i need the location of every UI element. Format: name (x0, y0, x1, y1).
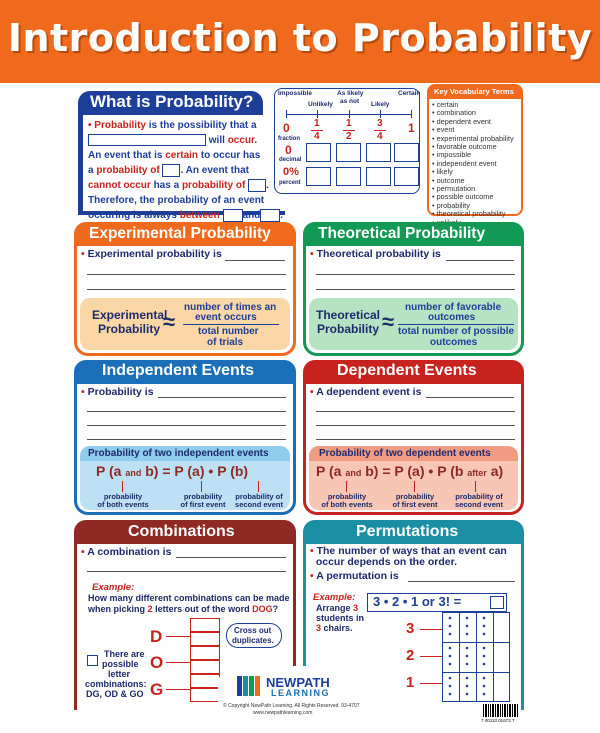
frac-1-den: 4 (314, 131, 320, 142)
vocab-term: • experimental probability (432, 133, 514, 143)
vocab-term: • impossible (432, 150, 472, 160)
dep-label-2: probability of first event (392, 492, 438, 509)
dep-f5: = P (382, 463, 404, 479)
footer-url: www.newpathlearning.com (253, 710, 313, 716)
what-t2: is the possibility that a (145, 120, 257, 131)
blank-between-1[interactable] (223, 209, 243, 222)
comb-q1: How many different combinations can be made (88, 593, 290, 603)
percent-value: 0% (283, 166, 299, 178)
blank-between-2[interactable] (260, 209, 280, 222)
perm-row-1: 1 (406, 674, 415, 691)
what-heading-text: What is Probability? (90, 92, 254, 111)
theo-line-0[interactable] (446, 260, 514, 261)
dep-f6: (a) (407, 463, 425, 479)
what-t16: between (179, 210, 220, 221)
perm-bullet-2: • A permutation is (310, 570, 399, 582)
dep-line-1[interactable] (316, 411, 515, 412)
frac-1-num: 1 (314, 118, 320, 129)
comb-q2a: when picking (88, 604, 146, 614)
term-probability: Probability (94, 120, 146, 131)
ind-f8: P (217, 463, 227, 479)
dep-f1: P (316, 463, 326, 479)
what-t17: and (242, 210, 261, 221)
dep-arrow-1 (346, 481, 347, 492)
exp-bar (183, 324, 279, 325)
exp-approx: ≈ (163, 309, 176, 334)
dependent-subhead: Probability of two dependent events (319, 448, 491, 459)
what-t12: has a (153, 180, 180, 191)
comb-a4: combinations: (85, 679, 147, 689)
dep-f3: and (345, 468, 362, 478)
frac-2-den: 2 (346, 131, 352, 142)
theo-line-2[interactable] (316, 289, 515, 290)
independent-formula-text (96, 463, 248, 479)
decimal-box-3[interactable] (366, 143, 391, 162)
perm-b1a: The number of ways that an event can (316, 545, 507, 557)
vocab-term: • dependent event (432, 116, 491, 126)
ind-line-1[interactable] (87, 411, 286, 412)
comb-a1: There are (104, 649, 145, 659)
decimal-label: decimal (279, 157, 302, 163)
perm-connector-2 (420, 656, 442, 657)
combinations-bullet: • A combination is (81, 546, 172, 558)
percent-box-4[interactable] (394, 167, 419, 186)
tick-4 (411, 110, 412, 118)
ind-f2: (a (108, 463, 122, 479)
grid-dots (442, 612, 510, 702)
perm-connector-1 (420, 683, 442, 684)
theo-approx: ≈ (382, 309, 395, 334)
perm-example: Example: (313, 592, 356, 603)
dep-label-1: probability of both events (321, 492, 373, 509)
permutations-heading: Permutations (356, 523, 459, 540)
ind-label-1: probability of both events (97, 492, 149, 509)
frac-4: 1 (408, 121, 415, 135)
ind-line-2[interactable] (87, 425, 286, 426)
ind-arrow-3 (258, 481, 259, 492)
comb-box-g1[interactable] (190, 674, 220, 688)
perm-e3: students in (316, 613, 365, 623)
percent-box-3[interactable] (366, 167, 391, 186)
d-connector (166, 636, 190, 637)
decimal-box-4[interactable] (394, 143, 419, 162)
perm-connector-3 (420, 629, 442, 630)
copyright: © Copyright NewPath Learning. All Rights Reserved. 93-4707 (223, 703, 360, 709)
blank-event[interactable] (88, 134, 206, 146)
percent-label: percent (279, 180, 301, 186)
vocab-term: • combination (432, 108, 476, 118)
perm-example-text (316, 603, 364, 633)
scale-unlikely: Unlikely (308, 101, 333, 108)
exp-label-1: Experimental (92, 308, 168, 322)
comb-a5: DG, OD & GO (86, 689, 144, 699)
tick-0 (286, 110, 287, 118)
perm-row-3: 3 (406, 620, 415, 637)
what-t9: probability of (96, 165, 160, 176)
comb-box-o2[interactable] (190, 660, 220, 674)
what-t14: Therefore, the probability of an event (88, 195, 265, 206)
what-t5: An event that is (88, 150, 163, 161)
perm-e4: 3 (316, 623, 322, 633)
logo-text-1: NEWPATH (266, 675, 330, 690)
comb-box-d2[interactable] (190, 632, 220, 646)
exp-den-1: total number (198, 326, 259, 337)
theo-num-2: outcomes (428, 312, 476, 323)
what-t13: probability of (181, 180, 246, 191)
vocab-term: • possible outcome (432, 192, 494, 202)
exp-line-1[interactable] (87, 274, 286, 275)
independent-bullet: • Probability is (81, 386, 154, 398)
vocab-term: • theoretical probability (432, 209, 506, 219)
what-t11: cannot occur (88, 180, 151, 191)
ind-arrow-1 (122, 481, 123, 492)
what-t6: certain (165, 150, 199, 161)
tick-3 (380, 110, 381, 118)
ind-f5: = P (162, 463, 184, 479)
scale-likely: Likely (371, 101, 390, 108)
exp-num-1: number of times an (184, 302, 277, 313)
factorial-text: 3 • 2 • 1 or 3! = (373, 594, 462, 609)
decimal-box-2[interactable] (336, 143, 361, 162)
comb-box-g2[interactable] (190, 688, 220, 702)
comb-line-1[interactable] (87, 571, 286, 572)
dependent-heading: Dependent Events (337, 362, 477, 379)
what-t7: to occur has (200, 150, 261, 161)
exp-line-0[interactable] (225, 260, 285, 261)
comb-a3: letter (108, 669, 131, 679)
perm-e2: 3 (353, 603, 359, 613)
exp-line-2[interactable] (87, 289, 286, 290)
theoretical-bullet-text: Theoretical probability is (316, 248, 441, 260)
comb-answer-box[interactable] (87, 655, 98, 666)
ind-f4: b) (145, 463, 159, 479)
ind-f9: (b) (230, 463, 249, 479)
scale-aslikely: As likely (337, 90, 364, 97)
ind-label-3: probability of second event (235, 492, 283, 509)
vocab-term: • probability (432, 200, 470, 210)
blank-impossible[interactable] (248, 179, 266, 192)
decimal-box-1[interactable] (306, 143, 331, 162)
scale-impossible: Impossible (278, 90, 312, 97)
factorial-answer[interactable] (490, 596, 504, 609)
ind-line-3[interactable] (87, 439, 286, 440)
theo-label-1: Theoretical (316, 308, 381, 322)
o-connector (166, 662, 190, 663)
theo-line-1[interactable] (316, 274, 515, 275)
fraction-label: fraction (278, 136, 301, 142)
page-title: Introduction to Probability (7, 16, 593, 60)
what-border (78, 113, 83, 215)
dep-label-3: probability of second event (455, 492, 503, 509)
theoretical-bullet: • Theoretical probability is (310, 248, 441, 260)
theo-bar (398, 324, 514, 325)
independent-subhead: Probability of two independent events (88, 448, 269, 459)
barcode-number: 7 40113 01673 7 (481, 718, 515, 723)
cross-out-2: duplicates. (232, 636, 274, 645)
cross-out-1: Cross out (234, 626, 272, 635)
frac-3-num: 3 (377, 118, 383, 129)
vocab-term: • favorable outcome (432, 142, 497, 152)
frac-3-den: 4 (377, 131, 383, 142)
dep-arrow-3 (475, 481, 476, 492)
what-t10: . An event that (180, 165, 249, 176)
vocab-term: • permutation (432, 184, 476, 194)
tick-1 (317, 110, 318, 118)
comb-box-o1[interactable] (190, 646, 220, 660)
logo-text-2: LEARNING (271, 688, 330, 698)
experimental-bullet: • Experimental probability is (81, 248, 222, 260)
comb-q2 (88, 604, 278, 614)
dep-f9: (b (450, 463, 464, 479)
ind-arrow-2 (201, 481, 202, 492)
comb-line-0[interactable] (176, 557, 286, 558)
perm-line-0[interactable] (408, 581, 515, 582)
what-text: • Probability is the possibility that a will occur. An event that is certain to occur has a probability of . An event that cannot occur has a probability of . Therefore, the probability of an event occuring is always between and . (88, 118, 298, 223)
ind-label-2: probability of first event (180, 492, 226, 509)
comb-q2d: DOG (252, 604, 273, 614)
comb-example: Example: (92, 582, 135, 593)
comb-q2e: ? (272, 604, 279, 614)
what-t15: occuring is always (88, 210, 177, 221)
perm-row-2: 2 (406, 647, 415, 664)
combinations-bullet-text: A combination is (87, 546, 172, 558)
theo-label-2: Probability (317, 322, 380, 336)
experimental-bullet-text: Experimental probability is (87, 248, 222, 260)
theo-den-1: total number of possible (398, 326, 515, 337)
what-t8: a (88, 165, 94, 176)
ind-f7: • (208, 463, 214, 479)
ind-f6: (a) (187, 463, 205, 479)
logo-icon (237, 674, 263, 698)
vocab-term: • outcome (432, 175, 465, 185)
g-connector (166, 689, 190, 690)
dep-f11: a) (490, 463, 504, 479)
dep-line-3[interactable] (316, 439, 515, 440)
scale-certain: Certain (398, 90, 421, 97)
dep-arrow-2 (414, 481, 415, 492)
comb-box-d1[interactable] (190, 618, 220, 632)
frac-2-num: 1 (346, 118, 352, 129)
what-t3: will (208, 135, 225, 146)
ind-f1: P (96, 463, 106, 479)
dependent-bullet-text: A dependent event is (316, 386, 422, 398)
independent-heading: Independent Events (102, 362, 255, 379)
vocab-list (432, 101, 514, 227)
scale-asnot: as not (340, 98, 360, 105)
letter-o: O (150, 653, 164, 672)
ind-f3: and (125, 468, 142, 478)
letter-d: D (150, 627, 163, 646)
percent-box-1[interactable] (306, 167, 331, 186)
perm-b1b: occur depends on the order. (315, 556, 458, 568)
comb-q2c: letters out of the word (155, 604, 250, 614)
vocab-term: • independent event (432, 158, 497, 168)
dep-f7: • (428, 463, 434, 479)
vocab-heading: Key Vocabulary Terms (434, 87, 514, 96)
dep-line-0[interactable] (426, 397, 514, 398)
perm-b2: A permutation is (316, 570, 399, 582)
dependent-formula-text (316, 463, 503, 479)
theo-den-2: outcomes (430, 337, 478, 348)
exp-num-2: event occurs (195, 312, 257, 323)
dep-f4: b) (365, 463, 379, 479)
exp-label-2: Probability (98, 322, 161, 336)
comb-a2: possible (102, 659, 139, 669)
vocab-term: • event (432, 125, 455, 135)
exp-den-2: of trials (207, 337, 244, 348)
vocab-term: • likely (432, 167, 453, 177)
dep-f10: after (467, 468, 487, 478)
dep-line-2[interactable] (316, 425, 515, 426)
dependent-bullet: • A dependent event is (310, 386, 422, 398)
dep-f8: P (437, 463, 447, 479)
perm-bullet-1: • The number of ways that an event can occur depends on the order. (310, 545, 507, 568)
perm-e5: chairs. (323, 623, 353, 633)
theo-num-1: number of favorable (405, 302, 502, 313)
ind-line-0[interactable] (158, 397, 286, 398)
tick-2 (349, 110, 350, 118)
decimal-value: 0 (285, 143, 292, 157)
what-t4: occur. (227, 135, 258, 146)
dep-f2: (a (328, 463, 342, 479)
blank-certain[interactable] (162, 164, 180, 177)
comb-q2b: 2 (147, 604, 153, 614)
letter-g: G (150, 680, 164, 699)
independent-bullet-text: Probability is (87, 386, 154, 398)
percent-box-2[interactable] (336, 167, 361, 186)
frac-0: 0 (283, 121, 290, 135)
vocab-term: • certain (432, 100, 459, 109)
theoretical-heading: Theoretical Probability (318, 225, 486, 242)
combinations-heading: Combinations (128, 523, 235, 540)
perm-e1: Arrange (316, 603, 351, 613)
experimental-heading: Experimental Probability (89, 225, 271, 242)
